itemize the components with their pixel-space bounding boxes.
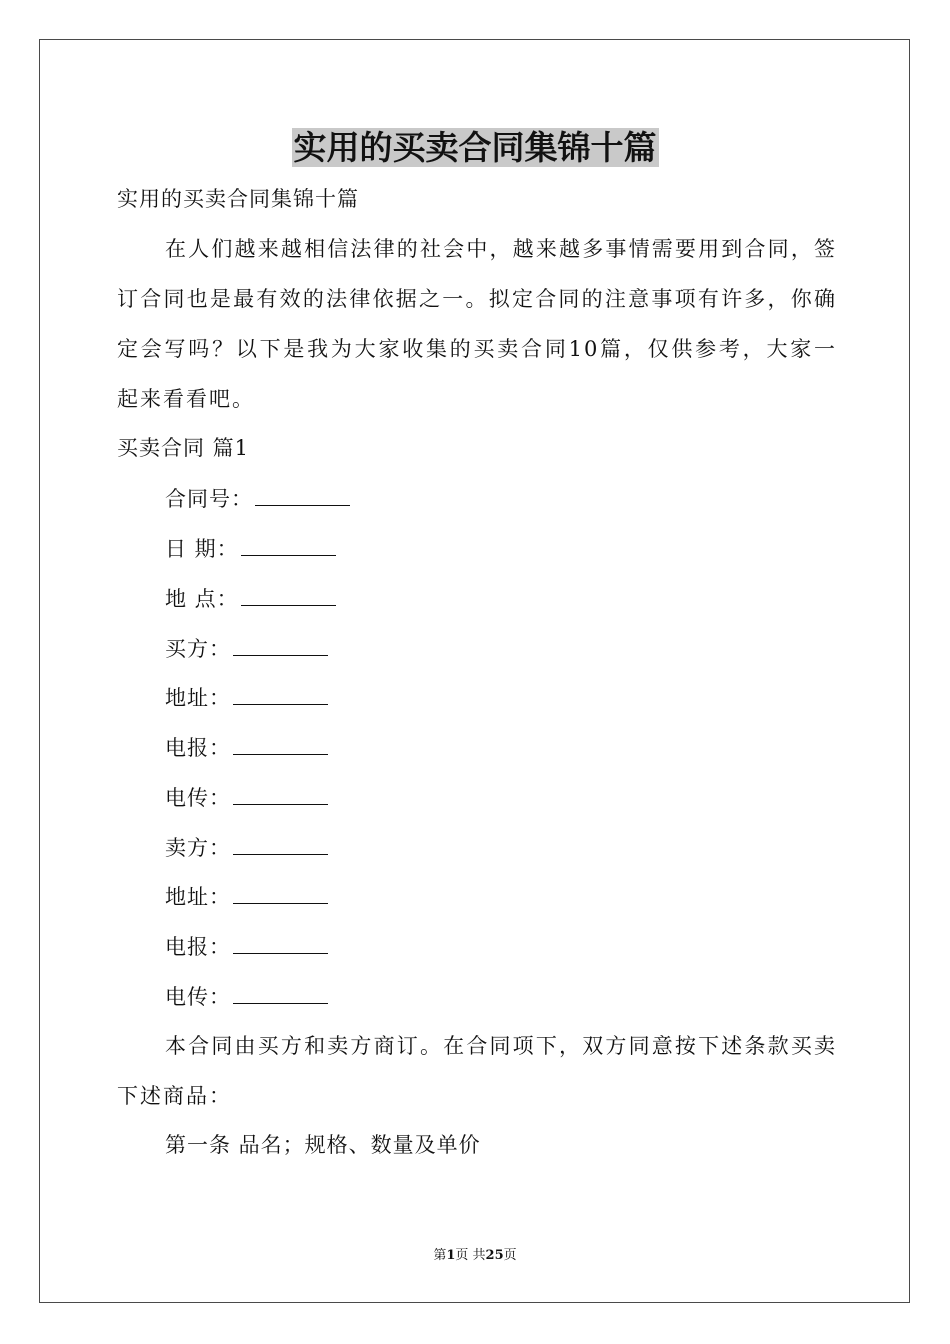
field-label: 日 期： (165, 537, 239, 561)
section-heading: 买卖合同 篇1 (117, 436, 250, 460)
field-seller-telex (165, 981, 328, 1012)
footer-mid: 页 共 (455, 1248, 486, 1263)
field-label: 买方： (165, 637, 231, 661)
document-title-text: 实用的买卖合同集锦十篇 (293, 128, 657, 167)
footer-suffix: 页 (503, 1248, 517, 1263)
blank-line (241, 583, 336, 606)
field-seller-telegram (165, 931, 328, 962)
field-label: 地址： (165, 686, 231, 710)
current-page-number: 1 (446, 1248, 456, 1263)
field-label: 卖方： (165, 836, 231, 860)
field-label: 电传： (165, 786, 231, 810)
blank-line (233, 931, 328, 954)
field-label: 地址： (165, 885, 231, 909)
field-date (165, 533, 336, 564)
document-subtitle: 实用的买卖合同集锦十篇 (117, 187, 359, 211)
blank-line (241, 533, 336, 556)
blank-line (233, 981, 328, 1004)
field-location (165, 583, 336, 614)
intro-paragraph: 在人们越来越相信法律的社会中，越来越多事情需要用到合同，签订合同也是最有效的法律依据之一。拟定合同的注意事项有许多，你确定会写吗？以下是我为大家收集的买卖合同10篇，仅供参考，大家一起来看看吧。 (117, 237, 837, 411)
blank-line (233, 782, 328, 805)
field-contract-number (165, 483, 350, 514)
field-label: 电报： (165, 736, 231, 760)
field-label: 电传： (165, 985, 231, 1009)
blank-line (233, 881, 328, 904)
field-seller (165, 832, 328, 863)
field-buyer-address (165, 682, 328, 713)
footer-prefix: 第 (433, 1248, 447, 1263)
document-title (0, 126, 950, 170)
field-buyer (165, 633, 328, 664)
blank-line (233, 832, 328, 855)
page-footer (0, 1247, 950, 1265)
blank-line (255, 483, 350, 506)
field-buyer-telegram (165, 732, 328, 763)
blank-line (233, 682, 328, 705)
blank-line (233, 732, 328, 755)
field-seller-address (165, 881, 328, 912)
field-label: 合同号： (165, 487, 253, 511)
total-page-number: 25 (485, 1248, 504, 1263)
field-buyer-telex (165, 782, 328, 813)
field-label: 电报： (165, 935, 231, 959)
article-1-heading: 第一条 品名；规格、数量及单价 (165, 1133, 481, 1157)
blank-line (233, 633, 328, 656)
agreement-paragraph: 本合同由买方和卖方商订。在合同项下，双方同意按下述条款买卖下述商品： (117, 1034, 837, 1108)
field-label: 地 点： (165, 587, 239, 611)
